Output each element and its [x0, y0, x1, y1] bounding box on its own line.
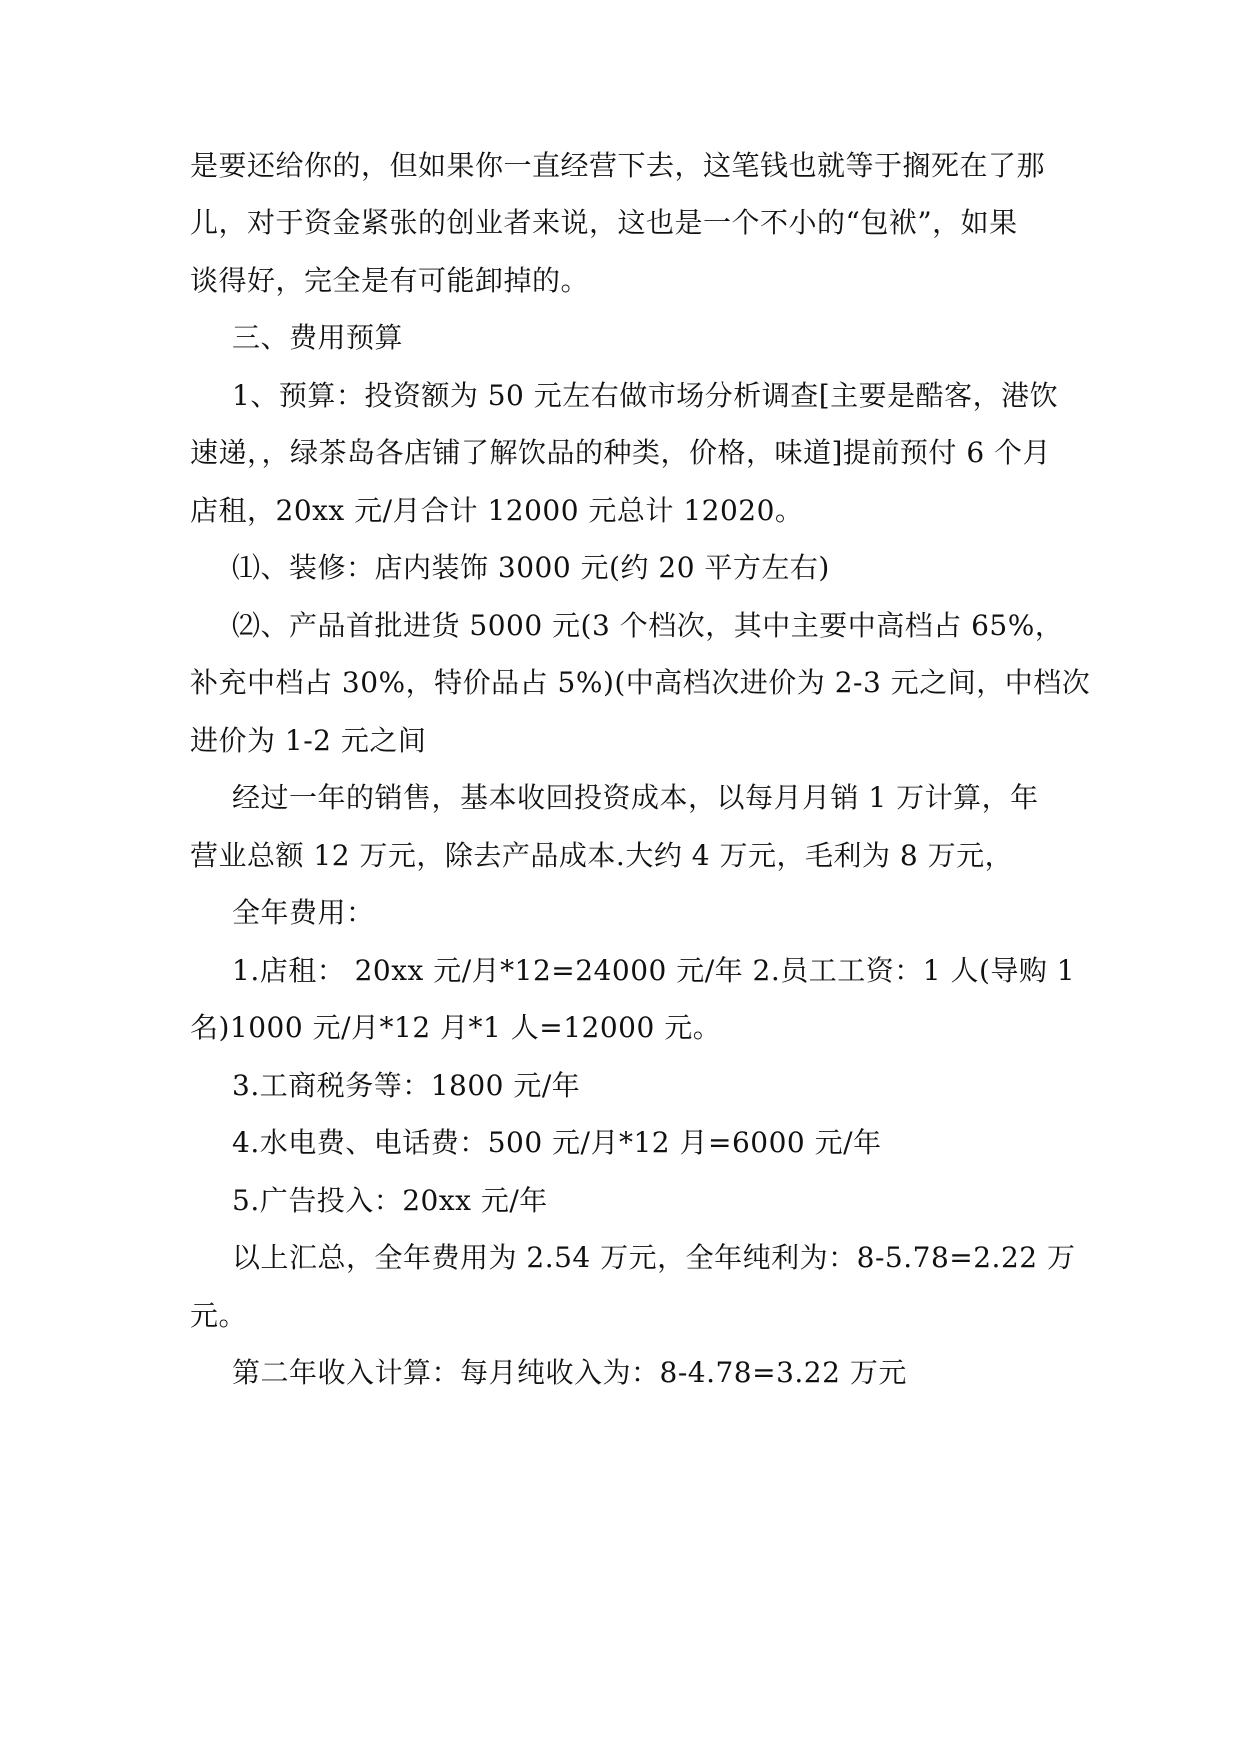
section-heading: 三、费用预算: [232, 321, 404, 354]
paragraph-line: 全年费用：: [232, 896, 375, 929]
paragraph-line: 1、预算：投资额为 50 元左右做市场分析调查[主要是酷客，港饮: [232, 379, 1059, 412]
paragraph-line: 1.店租： 20xx 元/月*12=24000 元/年 2.员工工资：1 人(导购 1: [232, 954, 1076, 987]
paragraph-line: 谈得好，完全是有可能卸掉的。: [190, 264, 590, 297]
paragraph-line: ⑵、产品首批进货 5000 元(3 个档次，其中主要中高档占 65%，: [232, 609, 1064, 642]
paragraph-line: 第二年收入计算：每月纯收入为：8-4.78=3.22 万元: [232, 1356, 907, 1389]
paragraph-line: 经过一年的销售，基本收回投资成本，以每月月销 1 万计算，年: [232, 781, 1039, 814]
paragraph-line: 4.水电费、电话费：500 元/月*12 月=6000 元/年: [232, 1126, 882, 1159]
paragraph-line: 进价为 1-2 元之间: [190, 724, 427, 757]
paragraph-line: 儿，对于资金紧张的创业者来说，这也是一个不小的“包袱”，如果: [190, 206, 1018, 239]
paragraph-line: 店租，20xx 元/月合计 12000 元总计 12020。: [190, 494, 804, 527]
paragraph-line: 是要还给你的，但如果你一直经营下去，这笔钱也就等于搁死在了那: [190, 149, 1046, 182]
paragraph-line: 以上汇总，全年费用为 2.54 万元，全年纯利为：8-5.78=2.22 万: [232, 1241, 1076, 1274]
paragraph-line: 名)1000 元/月*12 月*1 人=12000 元。: [190, 1011, 722, 1044]
paragraph-line: 元。: [190, 1299, 248, 1332]
paragraph-line: 补充中档占 30%，特价品占 5%)(中高档次进价为 2-3 元之间，中档次: [190, 666, 1091, 699]
paragraph-line: 5.广告投入：20xx 元/年: [232, 1184, 548, 1217]
paragraph-line: 速递，，绿茶岛各店铺了解饮品的种类，价格，味道]提前预付 6 个月: [190, 436, 1052, 469]
paragraph-line: 营业总额 12 万元，除去产品成本.大约 4 万元，毛利为 8 万元，: [190, 839, 1014, 872]
paragraph-line: 3.工商税务等：1800 元/年: [232, 1069, 581, 1102]
paragraph-line: ⑴、装修：店内装饰 3000 元(约 20 平方左右): [232, 551, 830, 584]
